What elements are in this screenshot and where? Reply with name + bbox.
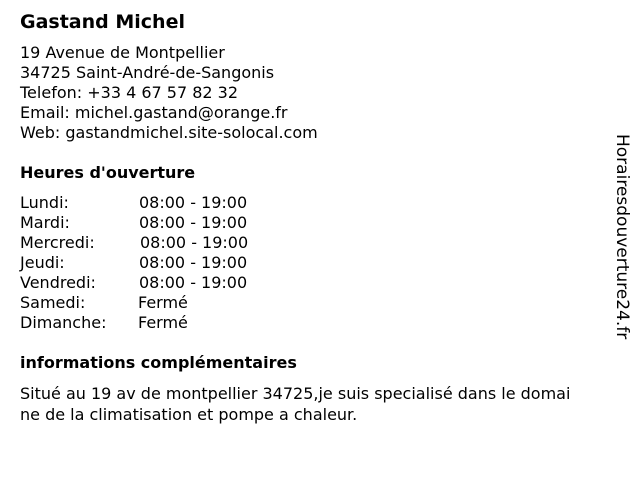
watermark-text: Horairesdouverture24.fr: [612, 134, 632, 340]
hours-row: [20, 273, 320, 293]
address-city: 34725 Saint-André-de-Sangonis: [20, 63, 275, 82]
hours-day: Samedi:: [20, 293, 86, 312]
hours-day: Mercredi:: [20, 233, 95, 252]
hours-day: Jeudi:: [20, 253, 65, 272]
info-text-line: ne de la climatisation et pompe a chaleur.: [20, 405, 358, 424]
hours-day: Vendredi:: [20, 273, 96, 292]
hours-row: [20, 193, 320, 213]
hours-heading: Heures d'ouverture: [20, 163, 196, 182]
web-line: Web: gastandmichel.site-solocal.com: [20, 123, 318, 142]
hours-row: [20, 233, 320, 253]
hours-time: 08:00 - 19:00: [139, 193, 248, 212]
hours-row: [20, 293, 320, 313]
hours-time: Fermé: [138, 313, 188, 332]
watermark: [611, 134, 633, 374]
hours-row: [20, 313, 320, 333]
hours-day: Mardi:: [20, 213, 70, 232]
hours-row: [20, 253, 320, 273]
hours-time: 08:00 - 19:00: [139, 253, 248, 272]
contact-block: [20, 43, 318, 143]
hours-time: 08:00 - 19:00: [139, 213, 248, 232]
hours-time: 08:00 - 19:00: [140, 233, 249, 252]
business-name: Gastand Michel: [20, 11, 185, 33]
hours-day: Dimanche:: [20, 313, 107, 332]
phone-line: Telefon: +33 4 67 57 82 32: [20, 83, 239, 102]
hours-time: Fermé: [138, 293, 188, 312]
address-street: 19 Avenue de Montpellier: [20, 43, 225, 62]
email-line: Email: michel.gastand@orange.fr: [20, 103, 288, 122]
info-description: [20, 383, 590, 425]
hours-table: [20, 193, 320, 333]
hours-time: 08:00 - 19:00: [139, 273, 248, 292]
hours-row: [20, 213, 320, 233]
info-text-line: Situé au 19 av de montpellier 34725,je suis specialisé dans le domai: [20, 384, 571, 403]
hours-day: Lundi:: [20, 193, 69, 212]
info-heading: informations complémentaires: [20, 353, 297, 372]
